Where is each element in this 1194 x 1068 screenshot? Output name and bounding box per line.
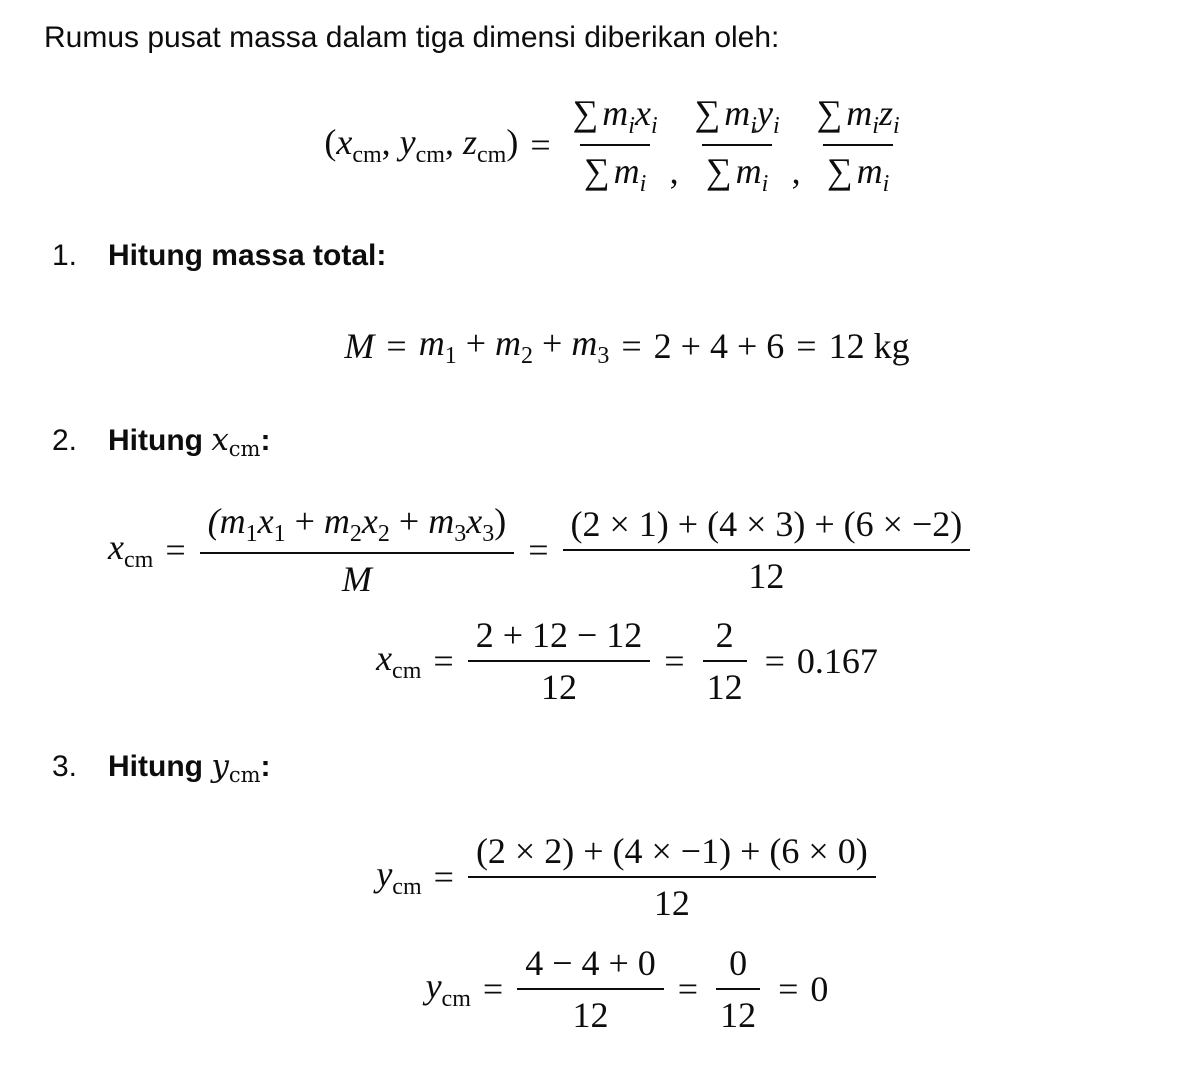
formula-term-z: $\frac{\sum m_iz_i}{\sum m_i}$ (816, 93, 900, 197)
x-cm-symbolic-fraction: $\frac{(m_1x_1 + m_2x_2 + m_3x_3)}{M}$ (204, 500, 511, 600)
intro-text: Rumus pusat massa dalam tiga dimensi diberikan oleh: (44, 21, 780, 54)
x-cm-equation-2: $x_{cm}$ = $\frac{2 + 12 - 12}{12}$ = $\frac{2}{12}$ = 0.167 (376, 615, 878, 707)
step-1-heading: 1. Hitung massa total: (52, 239, 387, 272)
step-3-heading: 3. Hitung $y_{cm}$: (52, 748, 271, 787)
total-mass-equation: M = $m_1 + m_2 + m_3$ = 2 + 4 + 6 = 12 kg (344, 323, 910, 369)
step-2-heading: 2. Hitung $x_{cm}$: (52, 422, 271, 461)
x-cm-result: 0.167 (796, 641, 878, 681)
y-cm-equation-1: $y_{cm}$ = $\frac{(2 \times 2) + (4 \times -1) + (6 \times 0)}{12}$ (0, 830, 1194, 924)
y-cm-equation-2: $y_{cm}$ = $\frac{4 - 4 + 0}{12}$ = $\frac{0}{12}$ = 0 (425, 943, 829, 1035)
x-cm-numeric-fraction: $\frac{(2 \times 1) + (4 \times 3) + (6 \times -2)}{12}$ (567, 503, 967, 597)
center-of-mass-formula: ($x_{cm}$, $y_{cm}$, $z_{cm}$) = $\frac{\sum m_ix_i}{\sum m_i}$ , $\frac{\sum m_iy_i}{\sum m_i}$ , $\frac{\sum m_iz_i}{\sum m_i}$ (0, 92, 1194, 198)
formula-term-x: $\frac{\sum m_ix_i}{\sum m_i}$ (572, 93, 658, 197)
x-cm-equation-1: $x_{cm}$ = $\frac{(m_1x_1 + m_2x_2 + m_3x_3)}{M}$ = $\frac{(2 \times 1) + (4 \times 3) + (6 \times -2)}{12}$ (108, 500, 1194, 600)
formula-term-y: $\frac{\sum m_iy_i}{\sum m_i}$ (694, 93, 780, 197)
y-cm-result: 0 (810, 969, 829, 1009)
formula-lhs: ($x_{cm}$, $y_{cm}$, $z_{cm}$) (324, 122, 519, 168)
